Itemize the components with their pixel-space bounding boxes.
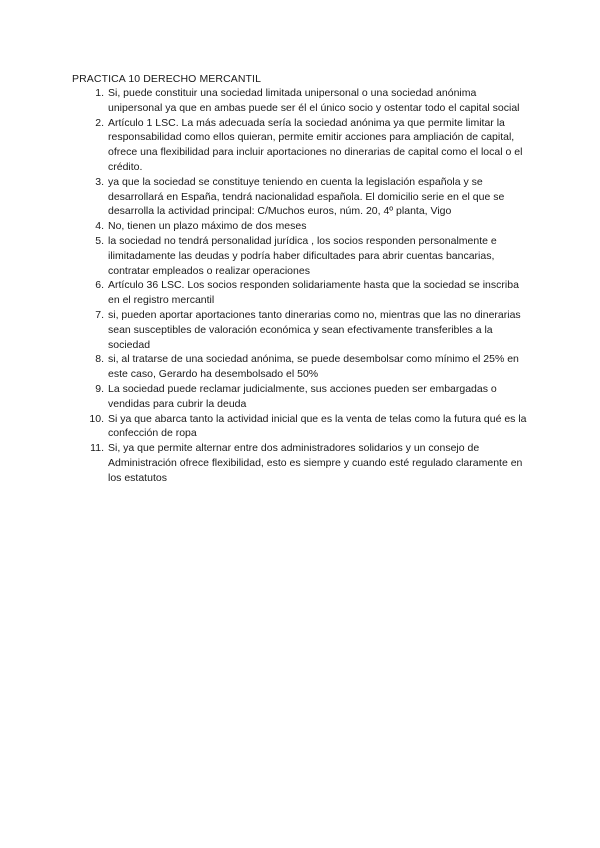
list-item <box>95 352 533 382</box>
list-item <box>95 234 533 278</box>
item-number: 3. <box>95 175 104 188</box>
list-item <box>95 278 533 308</box>
item-number: 1. <box>95 87 104 99</box>
item-number: 9. <box>95 382 104 395</box>
list-item <box>95 308 533 352</box>
item-text: Si ya que abarca tanto la actividad inicial que es la venta de telas como la futura qué es la confección de ropa <box>108 412 527 440</box>
item-text: Si, ya que permite alternar entre dos administradores solidarios y un consejo de Administración ofrece flexibilidad, esto es siempre y cuando esté regulado claramente en los estatutos <box>108 442 523 484</box>
item-text: si, al tratarse de una sociedad anónima, se puede desembolsar como mínimo el 25% en este caso, Gerardo ha desembolsado el 50% <box>108 353 519 381</box>
item-number: 8. <box>95 353 104 366</box>
item-number: 2. <box>95 116 104 129</box>
list-item <box>89 412 533 442</box>
item-number: 6. <box>95 279 104 292</box>
item-number: 5. <box>95 234 104 247</box>
item-text: Si, puede constituir una sociedad limitada unipersonal o una sociedad anónima unipersonal ya que en ambas puede ser él el único socio y ostentar todo el capital social <box>108 87 520 114</box>
item-number: 4. <box>95 220 104 233</box>
item-text: Artículo 1 LSC. La más adecuada sería la sociedad anónima ya que permite limitar la responsabilidad como ellos quieran, permite emitir acciones para ampliación de capital, ofrece una flexibilidad para incluir aportaciones no dinerarias de capital como el local o el crédito. <box>108 116 523 173</box>
list-item <box>90 441 533 485</box>
item-number: 11. <box>90 442 104 455</box>
item-text: Artículo 36 LSC. Los socios responden solidariamente hasta que la sociedad se inscriba en el registro mercantil <box>108 279 519 307</box>
page-title: PRACTICA 10 DERECHO MERCANTIL <box>72 73 262 85</box>
item-number: 7. <box>95 308 104 321</box>
list-item <box>95 116 533 175</box>
item-text: La sociedad puede reclamar judicialmente, sus acciones pueden ser embargadas o vendidas para cubrir la deuda <box>108 382 497 410</box>
answer-list <box>89 86 533 486</box>
list-item <box>95 86 533 116</box>
list-item <box>95 219 533 234</box>
item-text: si, pueden aportar aportaciones tanto dinerarias como no, mientras que las no dinerarias sean susceptibles de valoración económica y sean efectivamente transferibles a la sociedad <box>108 308 521 351</box>
list-item <box>95 382 533 412</box>
list-item <box>95 175 533 219</box>
item-number: 10. <box>89 412 104 425</box>
item-text: No, tienen un plazo máximo de dos meses <box>108 220 307 233</box>
item-text: la sociedad no tendrá personalidad jurídica , los socios responden personalmente e ilimitadamente las deudas y podría haber dificultades para abrir cuentas bancarias, contratar empleados o realizar operaciones <box>108 234 497 277</box>
item-text: ya que la sociedad se constituye teniendo en cuenta la legislación española y se desarrollará en España, tendrá nacionalidad española. El domicilio serie en el que se desarrolla la actividad principal: C/Muchos euros, núm. 20, 4º planta, Vigo <box>108 175 505 218</box>
